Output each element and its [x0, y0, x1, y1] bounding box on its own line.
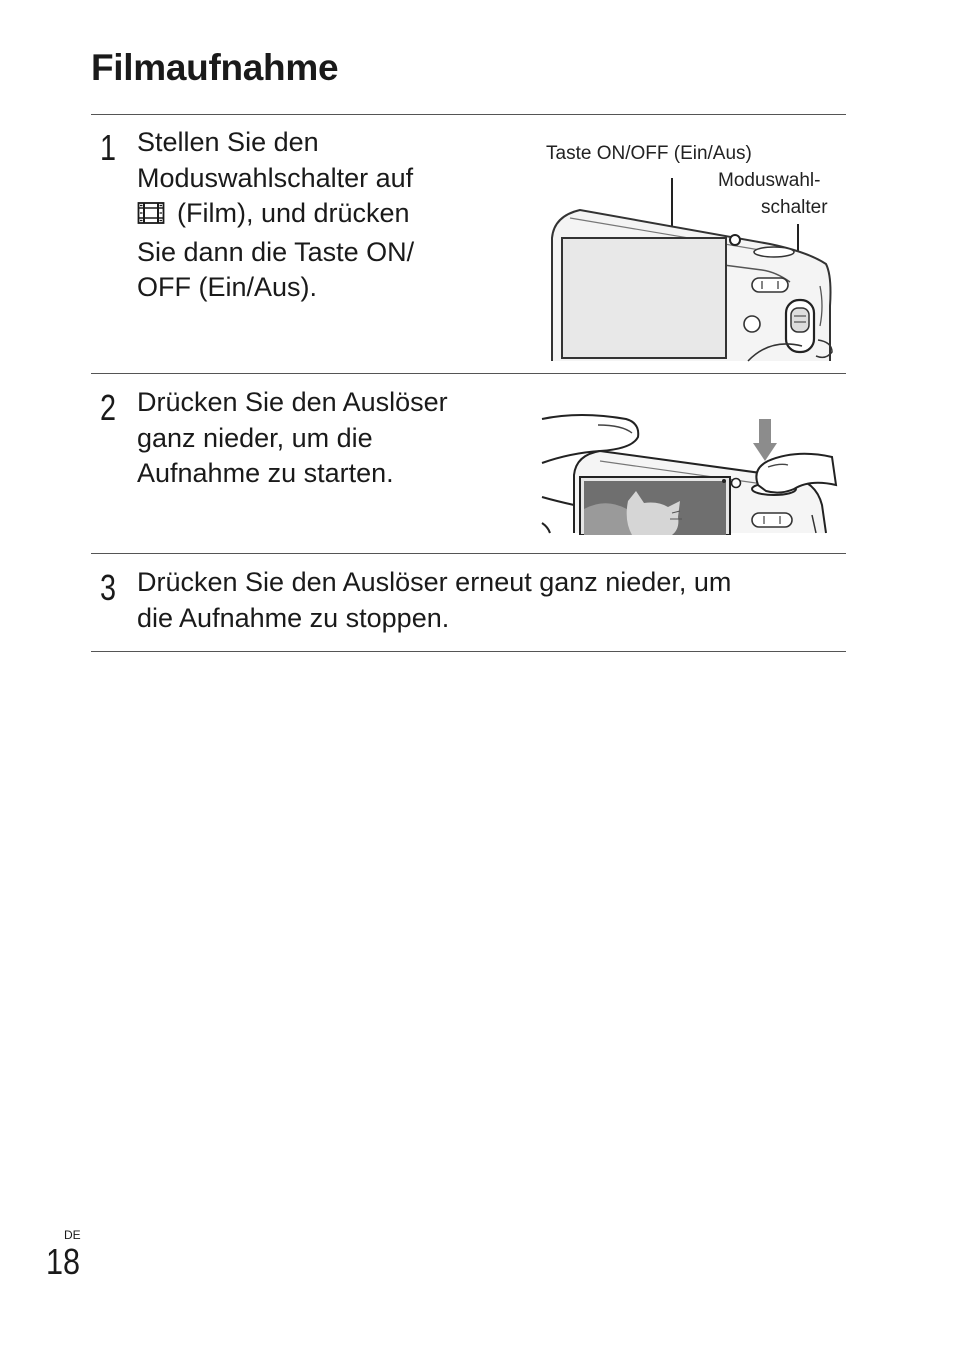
divider-top	[91, 114, 846, 115]
footer-language-code: DE	[64, 1228, 81, 1242]
footer-page-number: 18	[46, 1241, 81, 1282]
step-1-line-5: OFF (Ein/Aus).	[137, 272, 318, 302]
step-3-text	[137, 565, 731, 636]
divider-step-2	[91, 373, 846, 374]
step-1-line-3	[137, 196, 414, 235]
step-3-line-2: die Aufnahme zu stoppen.	[137, 602, 450, 633]
step-2-line-3: Aufnahme zu starten.	[137, 458, 394, 488]
step-1-number: 1	[100, 127, 117, 168]
step-2-text	[137, 385, 448, 492]
callout-mode-switch-1: Moduswahl-	[718, 170, 821, 191]
callout-mode-switch-2: schalter	[761, 197, 828, 218]
callout-power-button: Taste ON/OFF (Ein/Aus)	[546, 143, 752, 164]
divider-step-3	[91, 553, 846, 554]
step-3-line-1: Drücken Sie den Auslöser erneut ganz nieder, um	[137, 567, 732, 597]
step-2-line-1: Drücken Sie den Auslöser	[137, 387, 448, 417]
step-2-line-2: ganz nieder, um die	[137, 422, 373, 453]
hand-pressing-shutter-illustration	[540, 405, 840, 535]
step-1-line-4: Sie dann die Taste ON/	[137, 236, 415, 267]
step-2-number: 2	[100, 387, 117, 428]
step-1-line-1: Stellen Sie den	[137, 127, 319, 157]
step-1-line-3-text: (Film), und drücken	[177, 198, 410, 228]
page-title: Filmaufnahme	[91, 47, 339, 88]
divider-bottom	[91, 651, 846, 652]
step-1-text	[137, 125, 414, 306]
step-3-number: 3	[100, 567, 117, 608]
step-1-line-2: Moduswahlschalter auf	[137, 162, 414, 193]
camera-top-illustration	[540, 166, 840, 366]
film-mode-icon	[137, 199, 165, 235]
